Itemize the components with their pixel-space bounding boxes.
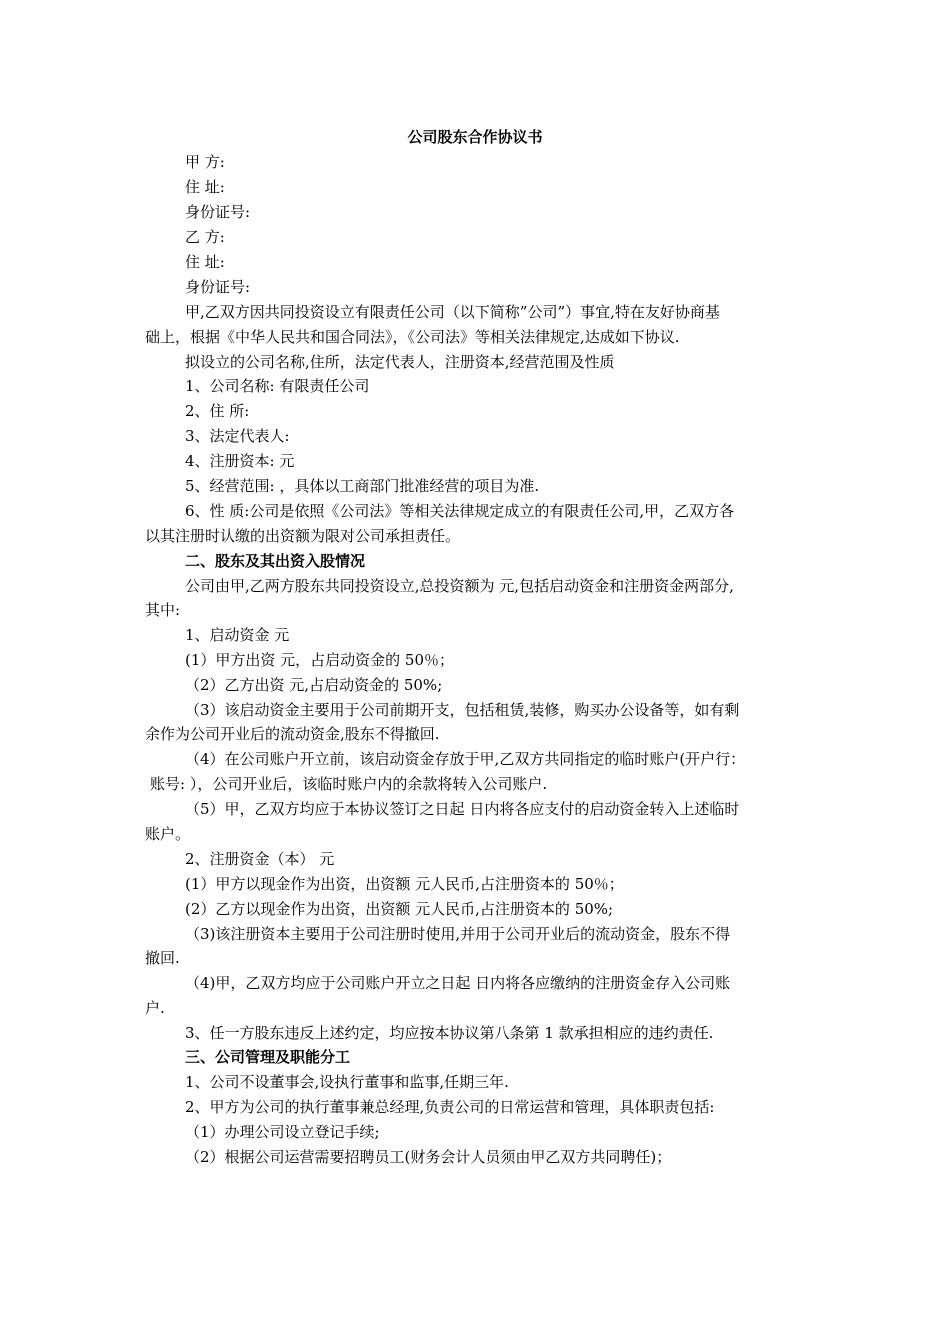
party-a-name-label: 甲 方: bbox=[185, 153, 225, 171]
section2-intro-line-2: 其中: bbox=[145, 601, 181, 619]
startup-fund-item-3-line-1: （3）该启动资金主要用于公司前期开支，包括租赁,装修，购买办公设备等，如有剩 bbox=[185, 701, 740, 719]
section1-item-6-line-2: 以其注册时认缴的出资额为限对公司承担责任。 bbox=[145, 527, 461, 545]
registered-capital-heading: 2、注册资金（本） 元 bbox=[185, 850, 335, 868]
registered-capital-item-1: (1）甲方以现金作为出资，出资额 元人民币,占注册资本的 50％； bbox=[185, 875, 624, 893]
preamble-line-2: 础上，根据《中华人民共和国合同法》，《公司法》等相关法律规定,达成如下协议. bbox=[145, 328, 680, 346]
startup-fund-item-3-line-2: 余作为公司开业后的流动资金,股东不得撤回. bbox=[145, 725, 440, 743]
section1-item-4: 4、注册资本: 元 bbox=[185, 452, 295, 470]
party-b-id-label: 身份证号: bbox=[185, 278, 251, 296]
section1-item-2: 2、住 所: bbox=[185, 402, 250, 420]
section1-item-5: 5、经营范围: ，具体以工商部门批准经营的项目为准. bbox=[185, 477, 540, 495]
startup-fund-item-4-line-2: 账号: ），公司开业后，该临时账户内的余款将转入公司账户. bbox=[150, 775, 548, 793]
section1-item-6-line-1: 6、性 质:公司是依照《公司法》等相关法律规定成立的有限责任公司,甲，乙双方各 bbox=[185, 502, 735, 520]
startup-fund-item-1: (1）甲方出资 元，占启动资金的 50％； bbox=[185, 651, 455, 669]
section1-item-1: 1、公司名称: 有限责任公司 bbox=[185, 377, 370, 395]
section2-item-3: 3、任一方股东违反上述约定，均应按本协议第八条第 1 款承担相应的违约责任. bbox=[185, 1024, 714, 1042]
party-a-id-label: 身份证号: bbox=[185, 203, 251, 221]
party-a-address-label: 住 址: bbox=[185, 178, 225, 196]
registered-capital-item-3-line-2: 撤回. bbox=[145, 949, 180, 967]
startup-fund-heading: 1、启动资金 元 bbox=[185, 626, 290, 644]
party-b-address-label: 住 址: bbox=[185, 253, 225, 271]
startup-fund-item-5-line-1: （5）甲，乙双方均应于本协议签订之日起 日内将各应支付的启动资金转入上述临时 bbox=[185, 800, 740, 818]
registered-capital-item-4-line-2: 户. bbox=[145, 999, 165, 1017]
section2-heading: 二、股东及其出资入股情况 bbox=[185, 552, 366, 570]
section3-heading: 三、公司管理及职能分工 bbox=[185, 1048, 351, 1066]
section3-item-2-sub-2: （2）根据公司运营需要招聘员工(财务会计人员须由甲乙双方共同聘任)； bbox=[185, 1148, 672, 1166]
registered-capital-item-2: (2）乙方以现金作为出资，出资额 元人民币,占注册资本的 50%; bbox=[185, 900, 614, 918]
section3-item-2-sub-1: （1）办理公司设立登记手续; bbox=[185, 1123, 380, 1141]
section1-intro: 拟设立的公司名称,住所，法定代表人，注册资本,经营范围及性质 bbox=[185, 353, 615, 371]
section1-item-3: 3、法定代表人: bbox=[185, 427, 290, 445]
startup-fund-item-5-line-2: 账户。 bbox=[145, 825, 191, 843]
section3-item-2: 2、甲方为公司的执行董事兼总经理,负责公司的日常运营和管理，具体职责包括: bbox=[185, 1098, 715, 1116]
registered-capital-item-4-line-1: （4)甲，乙双方均应于公司账户开立之日起 日内将各应缴纳的注册资金存入公司账 bbox=[185, 974, 731, 992]
document-title: 公司股东合作协议书 bbox=[407, 128, 543, 146]
registered-capital-item-3-line-1: （3)该注册资本主要用于公司注册时使用,并用于公司开业后的流动资金，股东不得 bbox=[185, 925, 731, 943]
startup-fund-item-4-line-1: （4）在公司账户开立前，该启动资金存放于甲,乙双方共同指定的临时账户(开户行： bbox=[185, 750, 746, 768]
preamble-line-1: 甲,乙双方因共同投资设立有限责任公司（以下简称”公司”）事宜,特在友好协商基 bbox=[185, 303, 720, 321]
section2-intro-line-1: 公司由甲,乙两方股东共同投资设立,总投资额为 元,包括启动资金和注册资金两部分, bbox=[185, 577, 734, 595]
party-b-name-label: 乙 方: bbox=[185, 228, 225, 246]
section3-item-1: 1、公司不设董事会,设执行董事和监事,任期三年. bbox=[185, 1073, 509, 1091]
startup-fund-item-2: （2）乙方出资 元,占启动资金的 50%; bbox=[185, 676, 443, 694]
